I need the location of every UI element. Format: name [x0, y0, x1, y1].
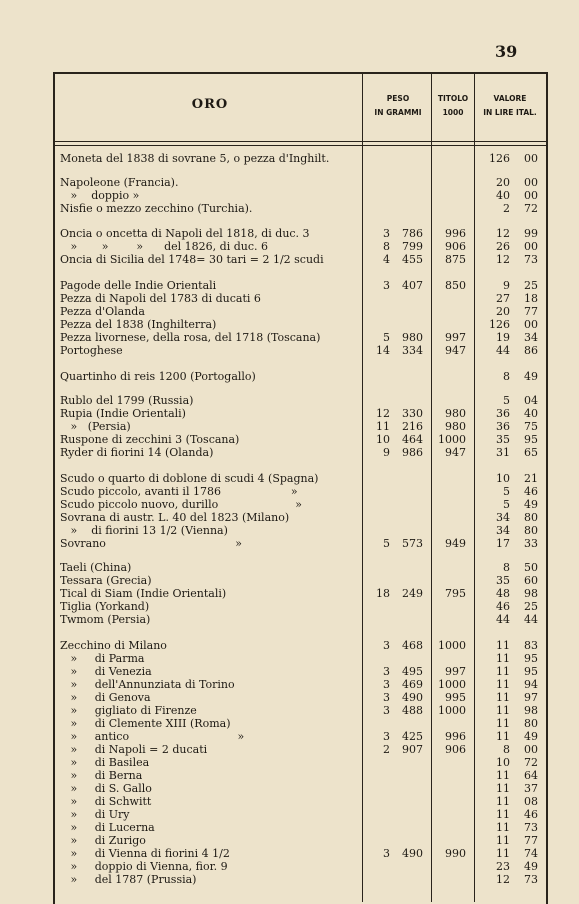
table-row — [0, 498, 579, 511]
table-row — [0, 472, 579, 485]
table-row — [0, 821, 579, 834]
value-centesimi: 98 — [524, 704, 538, 717]
value-centesimi: 46 — [524, 485, 538, 498]
value-lire: 11 — [496, 639, 510, 652]
coin-description: Scudo piccolo nuovo, durillo » — [60, 498, 302, 511]
value-lire: 8 — [503, 370, 510, 383]
table-row — [0, 873, 579, 886]
value-centesimi: 00 — [524, 743, 538, 756]
value-lire: 11 — [496, 652, 510, 665]
weight-integer: 3 — [383, 847, 390, 860]
weight-fraction: 488 — [402, 704, 423, 717]
value-lire: 12 — [496, 227, 510, 240]
value-lire: 34 — [496, 511, 510, 524]
coin-description: » gigliato di Firenze — [60, 704, 197, 717]
coin-description: Scudo o quarto di doblone di scudi 4 (Spagna) — [60, 472, 319, 485]
coin-description: » » » del 1826, di duc. 6 — [60, 240, 268, 253]
value-centesimi: 34 — [524, 331, 538, 344]
weight-integer: 3 — [383, 730, 390, 743]
coin-description: Ruspone di zecchini 3 (Toscana) — [60, 433, 240, 446]
coin-description: Oncia o oncetta di Napoli del 1818, di duc. 3 — [60, 227, 310, 240]
value-centesimi: 00 — [524, 176, 538, 189]
coin-description: Sovrano » — [60, 537, 242, 550]
coin-description: » di Berna — [60, 769, 143, 782]
coin-description: Zecchino di Milano — [60, 639, 167, 652]
value-centesimi: 73 — [524, 821, 538, 834]
coin-description: Oncia di Sicilia del 1748= 30 tari = 2 1/2 scudi — [60, 253, 324, 266]
value-centesimi: 49 — [524, 730, 538, 743]
coin-description: Pezza d'Olanda — [60, 305, 145, 318]
table-row — [0, 600, 579, 613]
fineness: 997 — [445, 331, 466, 344]
value-lire: 11 — [496, 834, 510, 847]
table-row — [0, 485, 579, 498]
coin-description: » antico » — [60, 730, 245, 743]
value-lire: 20 — [496, 305, 510, 318]
fineness: 980 — [445, 420, 466, 433]
value-lire: 10 — [496, 472, 510, 485]
weight-fraction: 490 — [402, 847, 423, 860]
weight-integer: 9 — [383, 446, 390, 459]
fineness: 947 — [445, 344, 466, 357]
table-row — [0, 370, 579, 383]
table-row — [0, 176, 579, 189]
value-centesimi: 77 — [524, 305, 538, 318]
header-titolo-line1: TITOLO — [437, 94, 469, 103]
coin-description: » di Parma — [60, 652, 145, 665]
value-lire: 11 — [496, 847, 510, 860]
value-lire: 36 — [496, 407, 510, 420]
value-lire: 126 — [489, 152, 510, 165]
fineness: 906 — [445, 240, 466, 253]
coin-description: » di Lucerna — [60, 821, 155, 834]
coin-description: » di Genova — [60, 691, 151, 704]
value-centesimi: 60 — [524, 574, 538, 587]
value-lire: 10 — [496, 756, 510, 769]
weight-fraction: 334 — [402, 344, 423, 357]
weight-fraction: 786 — [402, 227, 423, 240]
weight-integer: 3 — [383, 279, 390, 292]
value-lire: 126 — [489, 318, 510, 331]
coin-description: » di Venezia — [60, 665, 152, 678]
fineness: 997 — [445, 665, 466, 678]
fineness: 906 — [445, 743, 466, 756]
value-lire: 11 — [496, 795, 510, 808]
table-row — [0, 202, 579, 215]
value-lire: 11 — [496, 808, 510, 821]
coin-description: » di Basilea — [60, 756, 150, 769]
weight-integer: 11 — [376, 420, 390, 433]
value-lire: 11 — [496, 665, 510, 678]
table-row — [0, 652, 579, 665]
value-centesimi: 74 — [524, 847, 538, 860]
fineness: 995 — [445, 691, 466, 704]
table-row — [0, 253, 579, 266]
value-centesimi: 94 — [524, 678, 538, 691]
header-titolo — [431, 92, 475, 120]
weight-integer: 3 — [383, 227, 390, 240]
value-lire: 44 — [496, 344, 510, 357]
table-row — [0, 292, 579, 305]
coin-description: » di Vienna di fiorini 4 1/2 — [60, 847, 230, 860]
table-row — [0, 318, 579, 331]
table-row — [0, 678, 579, 691]
value-lire: 11 — [496, 704, 510, 717]
coin-description: » di Clemente XIII (Roma) — [60, 717, 231, 730]
value-centesimi: 00 — [524, 152, 538, 165]
value-lire: 19 — [496, 331, 510, 344]
value-centesimi: 46 — [524, 808, 538, 821]
coin-description: » dell'Annunziata di Torino — [60, 678, 235, 691]
value-lire: 34 — [496, 524, 510, 537]
value-lire: 5 — [503, 498, 510, 511]
weight-fraction: 425 — [402, 730, 423, 743]
weight-fraction: 407 — [402, 279, 423, 292]
value-lire: 8 — [503, 743, 510, 756]
weight-fraction: 464 — [402, 433, 423, 446]
header-valore-line2: IN LIRE ITAL. — [483, 108, 537, 117]
fineness: 996 — [445, 227, 466, 240]
value-centesimi: 65 — [524, 446, 538, 459]
weight-integer: 10 — [376, 433, 390, 446]
coin-description: Nisfie o mezzo zecchino (Turchia). — [60, 202, 253, 215]
coin-description: Pagode delle Indie Orientali — [60, 279, 217, 292]
header-oro: ORO — [191, 97, 229, 112]
coin-description: Taeli (China) — [60, 561, 132, 574]
coin-description: » di fiorini 13 1/2 (Vienna) — [60, 524, 228, 537]
value-centesimi: 08 — [524, 795, 538, 808]
table-row — [0, 665, 579, 678]
weight-fraction: 799 — [402, 240, 423, 253]
weight-integer: 3 — [383, 678, 390, 691]
value-lire: 35 — [496, 433, 510, 446]
coin-description: » di Napoli = 2 ducati — [60, 743, 208, 756]
value-lire: 40 — [496, 189, 510, 202]
value-lire: 11 — [496, 730, 510, 743]
table-row — [0, 331, 579, 344]
value-centesimi: 00 — [524, 189, 538, 202]
coin-description: » di Ury — [60, 808, 130, 821]
value-centesimi: 95 — [524, 652, 538, 665]
page-number: 39 — [495, 42, 518, 61]
fineness: 1000 — [438, 678, 466, 691]
value-centesimi: 25 — [524, 279, 538, 292]
coin-description: Tiglia (Yorkand) — [60, 600, 150, 613]
table-row — [0, 717, 579, 730]
value-centesimi: 80 — [524, 717, 538, 730]
header-peso-line2: IN GRAMMI — [374, 108, 422, 117]
weight-fraction: 455 — [402, 253, 423, 266]
value-centesimi: 99 — [524, 227, 538, 240]
table-row — [0, 860, 579, 873]
value-centesimi: 49 — [524, 498, 538, 511]
table-row — [0, 587, 579, 600]
coin-description: » doppio » — [60, 189, 140, 202]
coin-description: » di S. Gallo — [60, 782, 152, 795]
table-row — [0, 537, 579, 550]
table-row — [0, 769, 579, 782]
table-row — [0, 189, 579, 202]
value-lire: 26 — [496, 240, 510, 253]
table-row — [0, 420, 579, 433]
weight-integer: 4 — [383, 253, 390, 266]
value-centesimi: 44 — [524, 613, 538, 626]
table-row — [0, 446, 579, 459]
coin-description: Moneta del 1838 di sovrane 5, o pezza d'Inghilt. — [60, 152, 330, 165]
coin-description: Pezza del 1838 (Inghilterra) — [60, 318, 217, 331]
header-titolo-line2: 1000 — [442, 108, 464, 117]
table-row — [0, 407, 579, 420]
value-lire: 20 — [496, 176, 510, 189]
coin-description: Quartinho di reis 1200 (Portogallo) — [60, 370, 256, 383]
coin-description: » di Schwitt — [60, 795, 152, 808]
value-centesimi: 83 — [524, 639, 538, 652]
header-valore — [474, 92, 546, 120]
value-centesimi: 18 — [524, 292, 538, 305]
weight-fraction: 468 — [402, 639, 423, 652]
table-row — [0, 227, 579, 240]
header-rule — [53, 141, 546, 142]
coin-description: Tessara (Grecia) — [60, 574, 152, 587]
coin-description: Pezza livornese, della rosa, del 1718 (Toscana) — [60, 331, 321, 344]
value-lire: 12 — [496, 873, 510, 886]
fineness: 980 — [445, 407, 466, 420]
weight-fraction: 469 — [402, 678, 423, 691]
coin-description: Ryder di fiorini 14 (Olanda) — [60, 446, 214, 459]
value-lire: 36 — [496, 420, 510, 433]
value-centesimi: 49 — [524, 860, 538, 873]
value-lire: 27 — [496, 292, 510, 305]
fineness: 949 — [445, 537, 466, 550]
table-row — [0, 433, 579, 446]
fineness: 1000 — [438, 433, 466, 446]
coin-description: » (Persia) — [60, 420, 131, 433]
value-centesimi: 86 — [524, 344, 538, 357]
weight-integer: 2 — [383, 743, 390, 756]
header-peso-line1: PESO — [386, 94, 410, 103]
value-centesimi: 50 — [524, 561, 538, 574]
value-lire: 11 — [496, 678, 510, 691]
weight-integer: 3 — [383, 704, 390, 717]
value-lire: 48 — [496, 587, 510, 600]
weight-integer: 8 — [383, 240, 390, 253]
weight-fraction: 330 — [402, 407, 423, 420]
fineness: 875 — [445, 253, 466, 266]
coin-description: Napoleone (Francia). — [60, 176, 179, 189]
value-centesimi: 00 — [524, 240, 538, 253]
weight-fraction: 573 — [402, 537, 423, 550]
value-lire: 2 — [503, 202, 510, 215]
coin-description: Scudo piccolo, avanti il 1786 » — [60, 485, 298, 498]
table-row — [0, 730, 579, 743]
table-row — [0, 524, 579, 537]
value-centesimi: 73 — [524, 253, 538, 266]
value-lire: 11 — [496, 821, 510, 834]
table-row — [0, 240, 579, 253]
value-lire: 23 — [496, 860, 510, 873]
value-centesimi: 04 — [524, 394, 538, 407]
value-centesimi: 98 — [524, 587, 538, 600]
value-centesimi: 97 — [524, 691, 538, 704]
table-row — [0, 279, 579, 292]
value-lire: 9 — [503, 279, 510, 292]
coin-description: Sovrana di austr. L. 40 del 1823 (Milano) — [60, 511, 290, 524]
table-row — [0, 847, 579, 860]
value-lire: 46 — [496, 600, 510, 613]
table-row — [0, 639, 579, 652]
table-row — [0, 394, 579, 407]
weight-fraction: 495 — [402, 665, 423, 678]
weight-fraction: 980 — [402, 331, 423, 344]
value-centesimi: 72 — [524, 202, 538, 215]
value-lire: 17 — [496, 537, 510, 550]
coin-description: Portoghese — [60, 344, 123, 357]
value-centesimi: 95 — [524, 665, 538, 678]
value-centesimi: 77 — [524, 834, 538, 847]
value-lire: 31 — [496, 446, 510, 459]
value-centesimi: 25 — [524, 600, 538, 613]
header-peso — [363, 92, 433, 120]
value-centesimi: 49 — [524, 370, 538, 383]
value-centesimi: 64 — [524, 769, 538, 782]
weight-integer: 3 — [383, 639, 390, 652]
fineness: 1000 — [438, 639, 466, 652]
weight-integer: 3 — [383, 665, 390, 678]
weight-fraction: 907 — [402, 743, 423, 756]
coin-description: » di Zurigo — [60, 834, 146, 847]
coin-description: Tical di Siam (Indie Orientali) — [60, 587, 227, 600]
value-lire: 12 — [496, 253, 510, 266]
table-row — [0, 743, 579, 756]
fineness: 996 — [445, 730, 466, 743]
fineness: 795 — [445, 587, 466, 600]
coin-description: Twmom (Persia) — [60, 613, 151, 626]
weight-integer: 18 — [376, 587, 390, 600]
value-lire: 11 — [496, 782, 510, 795]
table-row — [0, 305, 579, 318]
table-row — [0, 511, 579, 524]
value-centesimi: 33 — [524, 537, 538, 550]
table-row — [0, 756, 579, 769]
table-row — [0, 561, 579, 574]
header-rule — [53, 145, 546, 146]
table-row — [0, 795, 579, 808]
table-row — [0, 704, 579, 717]
coin-description: Rupia (Indie Orientali) — [60, 407, 186, 420]
value-lire: 5 — [503, 394, 510, 407]
weight-fraction: 249 — [402, 587, 423, 600]
table-row — [0, 613, 579, 626]
coin-description: Rublo del 1799 (Russia) — [60, 394, 194, 407]
value-centesimi: 37 — [524, 782, 538, 795]
value-lire: 8 — [503, 561, 510, 574]
value-centesimi: 72 — [524, 756, 538, 769]
coin-description: » doppio di Vienna, fior. 9 — [60, 860, 228, 873]
value-centesimi: 95 — [524, 433, 538, 446]
weight-fraction: 986 — [402, 446, 423, 459]
value-lire: 44 — [496, 613, 510, 626]
value-lire: 11 — [496, 769, 510, 782]
value-centesimi: 75 — [524, 420, 538, 433]
fineness: 1000 — [438, 704, 466, 717]
weight-integer: 5 — [383, 537, 390, 550]
table-row — [0, 782, 579, 795]
table-row — [0, 834, 579, 847]
table-row — [0, 152, 579, 165]
fineness: 947 — [445, 446, 466, 459]
value-centesimi: 73 — [524, 873, 538, 886]
weight-fraction: 490 — [402, 691, 423, 704]
fineness: 850 — [445, 279, 466, 292]
value-centesimi: 21 — [524, 472, 538, 485]
value-centesimi: 80 — [524, 524, 538, 537]
value-lire: 35 — [496, 574, 510, 587]
coin-description: » del 1787 (Prussia) — [60, 873, 197, 886]
coin-description: Pezza di Napoli del 1783 di ducati 6 — [60, 292, 261, 305]
value-lire: 5 — [503, 485, 510, 498]
weight-fraction: 216 — [402, 420, 423, 433]
header-valore-line1: VALORE — [493, 94, 527, 103]
table-row — [0, 574, 579, 587]
weight-integer: 5 — [383, 331, 390, 344]
value-centesimi: 80 — [524, 511, 538, 524]
weight-integer: 14 — [376, 344, 390, 357]
fineness: 990 — [445, 847, 466, 860]
value-centesimi: 40 — [524, 407, 538, 420]
weight-integer: 12 — [376, 407, 390, 420]
table-row — [0, 808, 579, 821]
value-lire: 11 — [496, 717, 510, 730]
table-row — [0, 691, 579, 704]
table-row — [0, 344, 579, 357]
weight-integer: 3 — [383, 691, 390, 704]
value-lire: 11 — [496, 691, 510, 704]
value-centesimi: 00 — [524, 318, 538, 331]
